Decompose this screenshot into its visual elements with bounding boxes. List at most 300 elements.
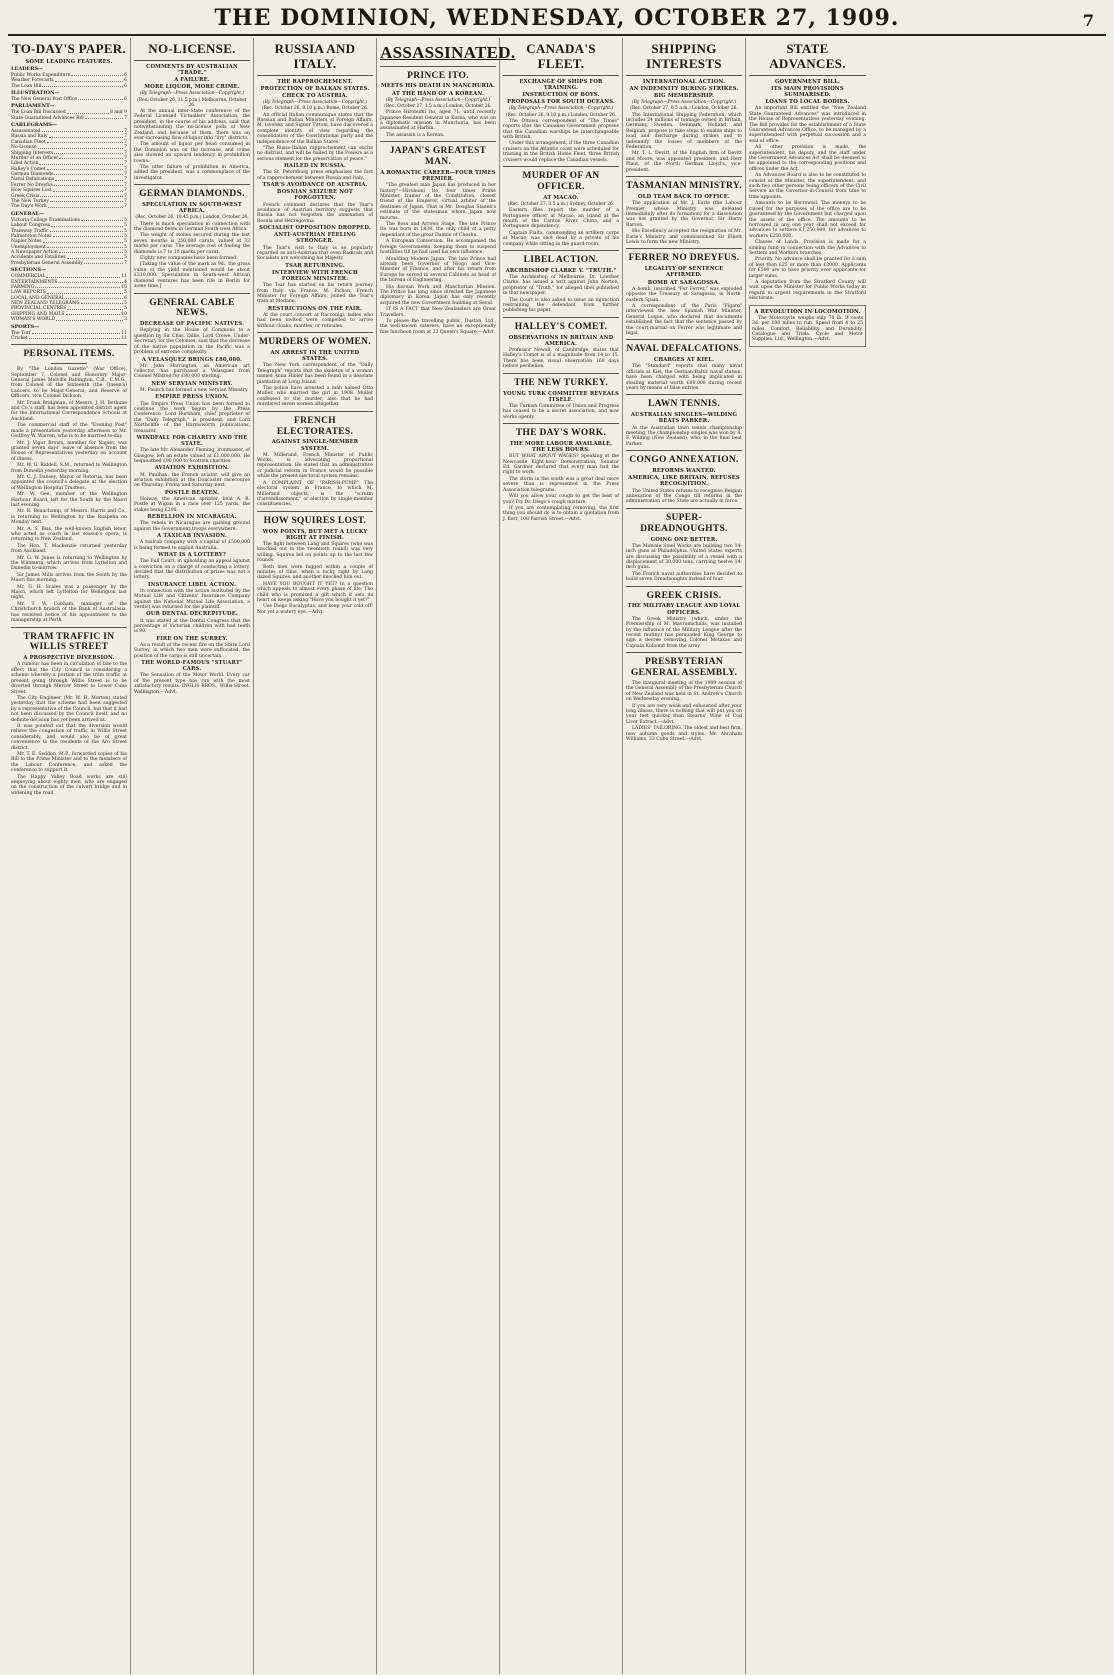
contents-item-label: Public Works Expenditure	[11, 72, 71, 78]
russia-section-text: At the court concert at Racconigi, ladies who had been invited were compelled to arrive without cloaks, mantles, or reticules.	[257, 312, 373, 329]
contents-item-page: 5	[124, 250, 127, 256]
contents-item-label: The New Turkey	[11, 199, 49, 205]
paragraph: A European Conversion. He accompanied the foreign Governments, keeping them to suspend hostilities till he had used his own influence.	[380, 239, 496, 256]
ferrer-body	[626, 287, 742, 337]
cable-item-heading: POSTLE BEATEN.	[164, 489, 220, 496]
contents-item-page: 7	[124, 182, 127, 188]
paragraph: If you are contemplating removing, the first thing you should do is to obtain a quotation from J. Kerr, 108 Farrish Street.—Advt.	[503, 505, 619, 522]
paragraph: Mr. G. H. Scales was a passenger by the Maori, which left Lyttelton for Wellington last night.	[11, 584, 127, 601]
paragraph: The United States refuses to recognise Belgian annexation of the Congo till reforms in the administration of the State are actually in force.	[626, 488, 742, 505]
contents-item	[11, 116, 127, 121]
paragraph: The Midvale Steel Works are building two 14-inch guns at Philadelphia. United States experts are discussing the possibility of a vessel with a displacement of 30,000 tons, carrying twelve 14-inch guns.	[626, 543, 742, 571]
congo-sub2: AMERICA, LIKE BRITAIN, REFUSES RECOGNITION.	[628, 475, 740, 488]
contents-item-label: State-Guaranteed Advances Bill	[11, 115, 84, 121]
contents-item-leader	[66, 296, 123, 299]
tasmania-sub: OLD TEAM BACK TO OFFICE.	[638, 194, 730, 201]
russia-section-heading: HAILED IN RUSSIA.	[283, 163, 347, 170]
paragraph: The New York correspondent of the "Daily Telegraph" reports that the skeleton of a woman named Anna Hibler has been found in a desolate plantation at Long Island.	[257, 363, 373, 385]
contents-item-page: 5	[124, 223, 127, 229]
contents-item-leader	[48, 204, 123, 207]
japan-sub: A ROMANTIC CAREER—FOUR TIMES PREMIER.	[380, 169, 496, 183]
contents-item-leader	[55, 177, 123, 180]
columns	[8, 38, 1106, 1674]
paragraph: HAVE YOU BOUGHT IT YET? In a question which appeals to almost every phase of life. The child who is promised a gift which it sets its heart on keeps asking "Have you bought it yet?"	[257, 581, 373, 603]
paragraph: Professor Newall, of Cambridge, states that Halley's Comet is of a magnitude from 14 to 15. There has been visual observation 160 days before perihelion.	[503, 348, 619, 370]
paragraph: To please the travelling public, Dustan, Ltd., the well-known caterers, have an exceptionally fine luncheon room at 23 Queen's Square.—Advt.	[380, 318, 496, 335]
contents-item-page: 7	[124, 260, 127, 266]
canada-sub3: PROPOSALS FOR SOUTH OCEANS.	[507, 99, 615, 106]
contents-item-label: Weather Forecasts	[11, 78, 54, 84]
paragraph: The French naval authorities have decided to build seven Dreadnoughts instead of four.	[626, 571, 742, 583]
revolution-text: The Motorcycle weighs only 70 lb. It costs 3d. per 100 miles to run. Speed from 4 to 25 miles. Comfort, Reliability, and Durability. Catalogue and Trials. Cycle and Motor Supplies, Ltd., Wellington.—Advt.	[752, 315, 863, 343]
electorates-heading: FRENCH ELECTORATES.	[276, 415, 354, 437]
russia-section-text: The Tsar has started on his return journey from Italy, via France. M. Pichon, French Minister for Foreign Affairs, joined the Tsar's train at Modane.	[257, 283, 373, 305]
paragraph: The application of Mr. J. Earle (the Labour Premier, whose Ministry was defeated immediately after its formation) for a dissolution was not granted by the Governor, Sir Harry Barron.	[626, 201, 742, 228]
japan-body	[380, 183, 496, 335]
contents-item-label: FARMING	[11, 284, 35, 290]
paragraph: Mr. R. Beauchamp, of Messrs. Harris and Co., is returning to Wellington by the Ruapehu on Monday next.	[11, 509, 127, 526]
diamonds-sub: SPECULATION IN SOUTH-WEST AFRICA.	[142, 202, 242, 215]
libel-heading: LIBEL ACTION.	[523, 255, 599, 265]
russia-italy-sub: THE RAPPROCHEMENT.	[277, 78, 353, 85]
paragraph: A rumour has been in circulation of late to the effect that the City Council is considering a scheme whereby a portion of the tram traffic at present going through Willis Street is to be diverted through Mercer Street to Lower Cuba Street.	[11, 662, 127, 695]
contents-item-page: 5	[124, 217, 127, 223]
russia-italy-body	[257, 113, 373, 163]
paragraph: If you are very weak and exhausted after your long illness, there is nothing that will put you on your feet quicker than Stearns' Wine of Cod Liver Extract.—Advt.	[626, 703, 742, 725]
russia-section-heading: TSAR RETURNING.	[285, 262, 345, 269]
murders-body	[257, 363, 373, 407]
squires-body	[257, 542, 373, 615]
paragraph: Classes of Lands. Provision is made for a sinking fund in connection with the Advances to Settlers and Workers branches.	[749, 240, 866, 256]
contents-item-leader	[67, 306, 123, 309]
contents-item-page: 7	[124, 199, 127, 205]
contents-item-page: 5	[124, 306, 127, 312]
contents-item-leader	[47, 245, 123, 248]
paragraph: The storm in the south was a great deal more severe than is represented in the Press Association telegrams.	[503, 476, 619, 493]
contents-item-page: 5	[124, 239, 127, 245]
presby-body	[626, 681, 742, 742]
russia-italy-credit: (By Telegraph—Press Association—Copyright.)	[262, 100, 368, 106]
contents-item-leader	[50, 199, 123, 202]
contents-item-leader	[47, 290, 123, 293]
contents-item-page: 11	[121, 330, 127, 336]
assassinated-heading: ASSASSINATED.	[380, 43, 516, 62]
contents-item-page: 7	[124, 115, 127, 121]
column-russia-italy	[254, 38, 377, 1674]
paragraph: "The greatest man Japan has produced in her history"—Hirobumi Ito, four times Prime Minister, framer of the Constitution, closest friend of the Emperor, virtual arbiter of the destinies of Japan. That is Mr. Douglas Sladen's estimate of the statesman whom Japan now mourns.	[380, 183, 496, 221]
murder-dateline: (Rec. October 27, 0.5 a.m.) Sydney, October 26.	[507, 201, 615, 207]
canada-body	[503, 119, 619, 163]
column-canada-fleet	[500, 38, 623, 1674]
paragraph: The Happy Valley Road works are still employing about eighty men, who are engaged on the construction of the culvert bridge and in widening the road.	[11, 774, 127, 796]
russia-section-heading: ANTI-AUSTRIAN FEELING STRONGER.	[274, 232, 356, 245]
contents-item-page: 7	[124, 177, 127, 183]
ferrer-heading: FERRER NO DREYFUS.	[628, 253, 740, 264]
contents-item-label: Shipping Interests	[11, 150, 54, 156]
halley-heading: HALLEY'S COMET.	[514, 321, 608, 332]
contents-item-page: 5	[124, 233, 127, 239]
daywork-sub: THE MORE LABOUR AVAILABLE, THE LESS HOURS.	[509, 441, 613, 454]
tram-traffic-body	[11, 662, 127, 796]
shipping-dateline: (Rec. October 27, 0.5 a.m.) London, October 26.	[630, 106, 738, 112]
paragraph: The International Shipping Federation, which includes 24 millions of tonnage owned in Britain, Germany, Sweden, Denmark, Holland, and Belgium, propose to take steps to enable ships to load and discharge during strikes and to indemnify the losses of members of the Federation.	[626, 112, 742, 151]
tennis-heading: LAWN TENNIS.	[647, 399, 721, 410]
russia-italy-heading: RUSSIA AND ITALY.	[274, 41, 356, 71]
column-todays-paper	[8, 38, 131, 1674]
contents-item-page: 3	[124, 317, 127, 323]
naval-heading: NAVAL DEFALCATIONS.	[626, 344, 742, 355]
paragraph: An Advances Board is also to be constituted to consist of the Minister, the superintendent, and such two other persons being officers of the Civil Service as the Governor-in-Council from time to time appoints.	[749, 173, 866, 200]
presby-heading: PRESBYTERIAN GENERAL ASSEMBLY.	[630, 657, 738, 679]
russia-section-text: French comment declares that the Tsar's avoidance of Austrian territory suggests that Russia has not forgotten the annexation of Bosnia and Herzegovina.	[257, 202, 373, 224]
ferrer-sub: LEGALITY OF SENTENCE AFFIRMED.	[644, 266, 724, 279]
dread-heading: SUPER-DREADNOUGHTS.	[640, 512, 728, 534]
contents-item-label: Libel Action	[11, 161, 39, 167]
assassinated-sub2: AT THE HAND OF A KOREAN.	[392, 90, 484, 97]
paragraph: "The Russo-Italian rapprochement can excite no distrust, and will be hailed by the Powers as a serious element for the preservation of peace."	[257, 146, 373, 162]
column-state-advances	[746, 38, 869, 1674]
cable-item-heading: INSURANCE LIBEL ACTION.	[147, 581, 237, 588]
turkey-heading: THE NEW TURKEY.	[514, 377, 608, 388]
paragraph: A COMPLAINT OF "PARISH-PUMP." The electoral system in France, to which M. Millerand objects, is the "scrutin d'arrondissement," or election by single-member constituencies.	[257, 480, 373, 508]
state-advances-sub3: LOANS TO LOCAL BODIES.	[765, 99, 850, 106]
diamonds-dateline: (Rec. October 26, 10.45 p.m.) London, October 26.	[135, 215, 249, 221]
paragraph: Both men were fagged within a couple of minutes of time, when a lucky right by Lang dazed Squires, and another knocked him out.	[257, 564, 373, 581]
contents-item-leader	[56, 317, 123, 320]
assassinated-credit: (By Telegraph—Press Association—Copyright.)	[385, 97, 491, 103]
paragraph: IT IS A FACT that New Zealanders are Great Travellers.	[380, 307, 496, 318]
contents-item-label: SHIPPING AND MAILS	[11, 311, 65, 317]
cable-item-text: Mr. John Harrington, an American art collector, has purchased a Velasquez from Colonel Mildred for £80,000 sterling.	[134, 363, 250, 380]
contents-item-label: No-License	[11, 145, 37, 151]
cable-item-heading: REBELLION IN NICARAGUA.	[147, 514, 237, 521]
personal-items-body	[11, 367, 127, 623]
paragraph: All other provision is made, the superintendent, his deputy, and the staff under the Government Advances Act shall be deemed to be appointed to the corresponding positions and offices under the Act.	[749, 145, 866, 172]
contents-section: ILLUSTRATION—	[11, 90, 60, 97]
contents-item-leader	[78, 97, 123, 100]
contents-section: CABLEGRAMS—	[11, 122, 57, 129]
paragraph: His Korean Work and Manchurian Mission. The Prince has long since directed the Japanese diplomacy in Korea. Japan has only recently acquired the new Government building at Seoul.	[380, 284, 496, 306]
canada-dateline: (Rec. October 26, 9.10 p.m.) London, October 26.	[505, 112, 617, 118]
contents-item-label: German Diamonds	[11, 172, 54, 178]
contents-list	[11, 67, 127, 341]
paragraph: At the annual inter-State conference of the Federal Licensed Victuallers' Association, the president, in the course of his address, said that notwithstanding the no-license polls of New Zealand, and because of them, there was an ever-increasing flow of liquor into "dry" districts.	[134, 109, 250, 142]
contents-item	[11, 97, 127, 102]
contents-item-label: The Loan Bill	[11, 83, 42, 89]
turkey-sub: YOUNG TURK COMMITTEE REVEALS ITSELF.	[503, 390, 619, 403]
squires-sub: WON POINTS, BUT MET A LUCKY RIGHT AT FINISH.	[262, 528, 368, 541]
state-advances-body	[749, 106, 866, 301]
paragraph: Mr. W. G. Riddell, S.M., returned to Wellington from Dunedin yesterday morning.	[11, 463, 127, 474]
contents-item	[11, 336, 127, 341]
contents-item-leader	[55, 78, 124, 81]
daywork-heading: THE DAY'S WORK.	[515, 428, 607, 439]
contents-item-label: ENTERTAINMENTS	[11, 279, 58, 285]
congo-heading: CONGO ANNEXATION.	[629, 455, 739, 466]
personal-items-heading: PERSONAL ITEMS.	[23, 349, 115, 360]
greek-sub: THE MILITARY LEAGUE AND LOYAL OFFICERS.	[627, 603, 741, 616]
cable-item-text: In connection with the action instituted by the Mutual Life and Citizens' Insurance Company against the National Mutual Life Association, a verdict was returned for the plaintiff.	[134, 588, 250, 611]
contents-item-page: 5	[124, 228, 127, 234]
paragraph: At the Australian lawn tennis championship meeting, the championship singles was won by A. F. Wilding (New Zealand), who, in the final beat Parker.	[626, 425, 742, 447]
contents-item-leader	[43, 239, 124, 242]
no-license-sub2: A FAILURE.	[174, 77, 210, 84]
cable-item-text: As a result of the recent fire on the Shire Lord Surrey, in which two men were suffocated, the position of the cargo is still uncertain.	[134, 642, 250, 659]
state-advances-sub: GOVERNMENT BILL.	[774, 78, 841, 85]
electorates-sub: AGAINST SINGLE-MEMBER SYSTEM.	[271, 439, 359, 452]
japan-heading: JAPAN'S GREATEST MAN.	[389, 146, 487, 168]
contents-item-leader	[49, 134, 124, 137]
contents-item-leader	[40, 194, 123, 197]
contents-item-page: 6	[124, 72, 127, 78]
contents-item-leader	[53, 188, 124, 191]
cable-item-heading: WINDFALL FOR CHARITY AND THE STATE.	[136, 434, 248, 448]
murder-body	[503, 208, 619, 247]
contents-item-label: NEW ZEALAND TELEGRAMS	[11, 301, 80, 307]
russia-italy-sub2: PROTECTION OF BALKAN STATES.	[260, 86, 370, 92]
paragraph: Mr. Frank Bridgman, of Messrs. J. H. Bethune and Co.'s staff, has been appointed district agent for the International Correspondence Schools at Auckland.	[11, 400, 127, 422]
paragraph: Under this arrangement, if the three Canadian cruisers on the Atlantic coast were scheduled for training in the British Home Fleet, three British cruisers would replace the Canadian vessels.	[503, 141, 619, 163]
canada-credit: (By Telegraph—Press Association—Copyright.)	[508, 106, 614, 112]
murders-sub: AN ARREST IN THE UNITED STATES.	[270, 350, 360, 363]
contents-item-label: LOCAL AND GENERAL	[11, 295, 65, 301]
cable-item-text: The Sensation of the Motor World. Every car of the present type has run with the most satisfactory results. INGLIS BROS., Willis Street, Wellington.—Advt.	[134, 673, 250, 695]
paragraph: The "Standard" reports that many naval officials at Kiel, the German Baltic naval station, have been charged with being implicated in stealing material worth £80,000 during recent years by means of false entries.	[626, 364, 742, 392]
paragraph: The assassin is a Korean.	[386, 132, 445, 138]
contents-item-leader	[54, 151, 123, 154]
state-advances-heading: STATE ADVANCES.	[769, 41, 846, 71]
contents-item-page: 7	[124, 155, 127, 161]
contents-item-label: Napier Notes	[11, 239, 42, 245]
paragraph: The Ottawa correspondent of "The Times" reports that the Canadian Government proposes that the Canadian warships be interchangeable with British.	[503, 118, 619, 140]
daywork-body	[503, 454, 619, 522]
halley-sub: OBSERVATIONS IN BRITAIN AND AMERICA.	[508, 334, 614, 347]
contents-item	[11, 317, 127, 322]
paragraph: Sir James Mills arrives from the South by the Maori this morning.	[11, 572, 127, 584]
cable-item-text: It was stated at the Dental Congress that the percentage of Victorian children with bad teeth is 90.	[134, 618, 250, 635]
contents-item-page: 4	[124, 279, 127, 285]
contents-item-page: 5	[124, 255, 127, 261]
contents-item-page: 6	[124, 78, 127, 84]
tasmania-body	[626, 201, 742, 245]
paragraph: Will you allow your cough to get the best of you? Try Dr. Diego's cough mixture.	[503, 494, 619, 505]
diamonds-heading: GERMAN DIAMONDS.	[139, 189, 245, 200]
no-license-body	[134, 109, 250, 181]
contents-item-leader	[32, 331, 121, 334]
paragraph: It was pointed out that the diversion would relieve the congestion of traffic in Willis Street considerably, and would also be of great convenience to the residents of the Aro Street district.	[11, 723, 127, 751]
cable-item-text: A taxicab company with a capital of £500,000 is being formed to exploit Australia.	[134, 540, 250, 551]
contents-item-page: 11	[121, 274, 127, 280]
revolution-advert	[749, 305, 866, 347]
contents-item-leader	[47, 140, 123, 143]
paragraph: Mr. C. J. Dansey, Mayor of Rotorua, has been appointed the council's delegate at the election of Wellington Hospital Trustees.	[11, 474, 127, 491]
paragraph: Moulding Modern Japan. The late Prince had already been Governor of Hiogo and Vice-Minister of Finance, and after his return from Europe he served in several Cabinets as head of the bureau of Engineering.	[380, 256, 496, 284]
shipping-credit: (By Telegraph—Press Association—Copyright.)	[631, 100, 737, 106]
contents-item-leader	[38, 145, 123, 148]
contents-item-page: 10	[121, 311, 127, 317]
paragraph: An important Bill entitled the "New Zealand State Guaranteed Advances" was introduced in the House of Representatives yesterday evening. The Bill provides for the establishment of a State Guaranteed Advances Office, to be managed by a superintendent with perpetual succession and a seal of office.	[749, 106, 866, 144]
contents-item-label: The Turf	[11, 330, 31, 336]
contents-item-label: Naval Defalcations	[11, 177, 55, 183]
paragraph: A bomb, inscribed "For Ferrer," was exploded opposite the Treasury at Saragossa, in North-eastern Spain.	[626, 286, 742, 303]
contents-item	[11, 84, 127, 89]
paragraph: The police have arrested a man named Otto Muller, who married the girl in 1908. Muller confessed to the murder, also that he had murdered seven women altogether.	[257, 385, 373, 408]
paragraph: Priority. No advance shall be granted for a sum of less than £25 or more than £3000. Applicants for £500 are to have priority over applicants for larger sums.	[749, 257, 866, 279]
contents-section: GENERAL—	[11, 210, 45, 217]
paragraph: The inaugural meeting of the 1909 session of the General Assembly of the Presbyterian Church of New Zealand was held in St. Andrew's Church on Wednesday evening.	[626, 681, 742, 703]
russia-section-text: The St. Petersburg press emphasises the fact of a rapprochement between Russia and Italy.	[257, 170, 373, 181]
state-advances-sub2: ITS MAIN PROVISIONS SUMMARISED.	[771, 86, 844, 99]
naval-sub: CHARGES AT KIEL.	[653, 357, 715, 364]
paragraph: Mr. J. Vigor Brown, member for Napier, was granted seven days' leave of absence from the House of Representatives yesterday on account of illness.	[11, 440, 127, 462]
tram-traffic-sub: A PROSPECTIVE DIVERSION.	[23, 655, 115, 662]
cable-item-heading: A TAXICAB INVASION.	[157, 533, 227, 540]
tennis-body	[626, 426, 742, 448]
contents-item-page: 7	[124, 166, 127, 172]
paragraph: The Greek Ministry (which, under the Premiership of M. Mavromichalis, was installed by the influence of the Military League after the recent mutiny) has persuaded King George to sign a decree removing Colonel Metaxas and Captain Koliomit from the army.	[626, 616, 742, 649]
contents-item-page: 7	[124, 172, 127, 178]
contents-item-leader	[39, 161, 123, 164]
tram-traffic-heading: TRAM TRAFFIC IN WILLIS STREET	[23, 631, 115, 653]
revolution-heading: A REVOLUTION IN LOCOMOTION.	[754, 308, 861, 315]
contents-item-page: 7	[124, 145, 127, 151]
paragraph: Mr. G. W. Jones is returning to Wellington by the Wimmera, which arrives from Lyttelton and Dunedin to-morrow.	[11, 555, 127, 572]
dread-body	[626, 544, 742, 583]
contents-item-page: 6	[124, 97, 127, 103]
contents-item-leader	[42, 84, 123, 87]
cable-item-heading: AVIATION EXHIBITION.	[154, 465, 230, 472]
cable-item-text: The late Mr. Alexander Fleming, ironmaster, of Glasgow, left an estate valued at £1,000,000. He bequeathed £90,000 to Scottish charities.	[134, 448, 250, 465]
no-license-sub: COMMENTS BY AUSTRALIAN "TRADE."	[146, 63, 238, 77]
contents-section: LEADERS—	[11, 66, 44, 73]
libel-body	[503, 275, 619, 314]
page-number: 7	[1082, 11, 1094, 30]
canada-sub: EXCHANGE OF SHIPS FOR TRAINING.	[519, 78, 603, 91]
contents-item-leader	[42, 129, 124, 132]
shipping-sub3: BIG MEMBERSHIP.	[653, 93, 715, 100]
paragraph: Amounts to be Borrowed. The moneys to be raised for the purposes of the office are to be guaranteed by the Government but charged upon the assets of the office. The amounts to be borrowed in any one year shall not exceed for advances to settlers £1,250,000, for advances to workers £250,000.	[749, 201, 866, 239]
paragraph: The Turkish Committee of Union and Progress has ceased to be a secret association, and now works openly.	[503, 403, 619, 420]
cable-item-heading: WHAT IS A LOTTERY?	[157, 551, 227, 558]
paragraph: Eighty new companies have been formed.	[140, 256, 238, 262]
naval-body	[626, 364, 742, 391]
cable-item-text: The rebels in Nicaragua are gaining ground against the Government troops everywhere.	[134, 521, 250, 532]
contents-item-page: 7	[124, 188, 127, 194]
contents-item-leader	[54, 183, 123, 186]
contents-item-leader	[53, 234, 124, 237]
cable-news-body	[134, 321, 250, 695]
contents-item-label: The Day's Work	[11, 204, 47, 210]
masthead-title: THE DOMINION, WEDNESDAY, OCTOBER 27, 1909.	[214, 5, 900, 31]
assassinated-dateline: (Rec. October 27, 1.5 a.m.) London, October 26.	[384, 103, 492, 109]
contents-item-label: Palmerston Notes	[11, 233, 52, 239]
paragraph: An official Italian communique states that the Russian and Italian Ministers of Foreign Affairs, M. Isvolsky and Signor Tittoni, have discovered a complete identity of view regarding the consolidation of the Constitutional party and the independence of the Balkan States.	[257, 112, 373, 145]
canada-heading: CANADA'S FLEET.	[526, 41, 596, 71]
contents-item-page: 6	[124, 295, 127, 301]
contents-item-leader	[50, 229, 124, 232]
canada-sub2: INSTRUCTION OF BOYS.	[522, 92, 600, 99]
contents-item-page: 7	[124, 150, 127, 156]
contents-item-leader	[85, 116, 123, 119]
paragraph: By "The London Gazette" (War Office), September 7, Colonel and Honorary Major-General James Melville Babington, C.B., C.M.G., from Colonel of the Sixteenth (the Queen's) Lancers, to be Major-General; and Reserve of Officers, vice Colonel Dickson.	[11, 367, 127, 400]
cable-item-heading: A VELASQUEZ BRINGS £80,000.	[141, 356, 243, 363]
contents-item-leader	[46, 274, 120, 277]
cable-item-heading: DECREASE OF PACIFIC NATIVES.	[139, 321, 245, 328]
cable-news-heading: GENERAL CABLE NEWS.	[149, 297, 235, 319]
paragraph: A deputation from the Stratford County will wait upon the Minister for Public Works today in regard to urgent requirements in the Stratford electorate.	[749, 279, 866, 302]
contents-item-label: Presbyterian General Assembly	[11, 260, 83, 266]
prince-ito-sub: PRINCE ITO.	[407, 70, 469, 81]
contents-item-leader	[59, 156, 123, 159]
squires-heading: HOW SQUIRES LOST.	[263, 515, 367, 526]
contents-item-page: 7	[124, 134, 127, 140]
paragraph: The fight between Lang and Squires (who was knocked out in the twentieth round) was very willing. Squires led on points up to the last few rounds.	[257, 541, 373, 564]
cable-item-heading: NEW SERVIAN MINISTRY.	[151, 380, 233, 387]
cable-item-text: Holway, the American sprinter, beat A. R. Postle at Wigan in a race over 125 yards, the stakes being £200.	[134, 496, 250, 513]
paragraph: The Archbishop of Melbourne, Dr. Lowther Clarke, has issued a writ against John Norton, proprietor of "Truth," for alleged libel published in that newspaper.	[503, 275, 619, 297]
paragraph: The utter failure of prohibition in America, added the president, was a commonplace of the investigator.	[134, 165, 250, 181]
shipping-heading: SHIPPING INTERESTS	[646, 41, 722, 71]
paragraph: Mr. A. S. Biss, the well-known English tenor, who acted as coach in last season's opera, is returning to New Zealand.	[11, 526, 127, 543]
todays-paper-sub: SOME LEADING FEATURES.	[25, 58, 113, 65]
contents-item	[11, 261, 127, 266]
contents-item-label: Labour Congress	[11, 223, 51, 229]
contents-item-leader	[71, 73, 123, 76]
paragraph: Mr. T. E. Seddon, M.P., forwarded copies of his Bill to the Prime Minister and to the members of the Labour Conference, and asked the conference to support it.	[11, 751, 127, 774]
paragraph: [Taking the value of the mark as 9d., the gross value of the yield mentioned would be about £310,000. Speculation in South-west African diamond ventures has been rife in Berlin for some time.]	[134, 262, 250, 290]
tasmania-heading: TASMANIAN MINISTRY.	[626, 181, 742, 192]
contents-item-page: 10	[121, 284, 127, 290]
contents-item-label: Assassinated	[11, 128, 41, 134]
paragraph: Mr. T. W. Cobham, manager of the Christchurch branch of the Bank of Australasia, has received notice of his appointment to the managership at Perth.	[11, 601, 127, 624]
contents-item-label: Unemployment	[11, 244, 46, 250]
paragraph: Use Diego Eucalyptus, and keep your cold off! Nor yet a watery eye.—Advt.	[257, 604, 373, 615]
contents-item-page: 7	[124, 161, 127, 167]
cable-item-text: M. Paulhan, the French aviator, will give an aviation exhibition at the Doncaster racecourse on Thursday, Friday and Saturday next.	[134, 472, 250, 489]
paragraph: The commercial staff of the "Evening Post" made a presentation yesterday afternoon to Mr. Godfrey W. Warren, who is to be married to-day.	[11, 423, 127, 440]
contents-item-label: Halley's Comet	[11, 166, 46, 172]
paragraph: The amount of liquor per head consumed in the Dominion was on the increase, and crime also showed an upward tendency in prohibition towns.	[134, 142, 250, 164]
contents-item-leader	[59, 250, 123, 253]
halley-body	[503, 348, 619, 370]
contents-section: SPORTS—	[11, 323, 40, 330]
no-license-credit: (By Telegraph—Press Association—Copyright.)	[139, 91, 245, 97]
no-license-sub3: MORE LIQUOR, MORE CRIME.	[144, 84, 240, 91]
contents-item-leader	[67, 110, 109, 113]
paragraph: The Boss and Arrows Stage. The late Prince Ito was born in 1838, the only child of a petty dependant of the great Daimio of Choshu.	[380, 222, 496, 238]
masthead	[8, 0, 1106, 36]
column-shipping	[623, 38, 746, 1674]
russia-section-heading: TSAR'S AVOIDANCE OF AUSTRIA.	[262, 182, 368, 189]
contents-item-label: Murder of an Officer	[11, 155, 59, 161]
paragraph: The weight of stones secured during the last seven months is 250,000 carats, valued at 33 marks per carat. The average cost of finding the diamonds is 7 to 10 marks per carat.	[134, 233, 250, 255]
contents-item-leader	[51, 223, 123, 226]
russia-italy-sections	[257, 163, 373, 329]
paragraph: BUT WHAT ABOUT WAGES? Speaking at the Newcastle Eight-hour Demonstration, Senator Ed. Gardner declared that every man had the right to work.	[503, 454, 619, 476]
contents-item-label: COMMERCIAL	[11, 274, 46, 280]
russia-section-heading: SOCIALIST OPPOSITION DROPPED.	[259, 225, 371, 232]
contents-item-label: Greek Crisis	[11, 193, 40, 199]
contents-item-label: Accidents and Fatalities	[11, 255, 66, 261]
murders-heading: MURDERS OF WOMEN.	[259, 337, 371, 348]
contents-item-label: Ferrer No Dreyfus	[11, 182, 54, 188]
electorates-body	[257, 453, 373, 508]
shipping-body	[626, 113, 742, 173]
no-license-heading: NO-LICENSE.	[148, 41, 236, 56]
paragraph: Mr. W. Gee, member of the Wellington Harbour Board, left for the South by the Maori last evening.	[11, 492, 127, 508]
murder-heading: MURDER OF AN OFFICER.	[522, 171, 600, 192]
paragraph: There is much speculation in connection with the diamond fields in German South-west Africa.	[134, 221, 250, 233]
